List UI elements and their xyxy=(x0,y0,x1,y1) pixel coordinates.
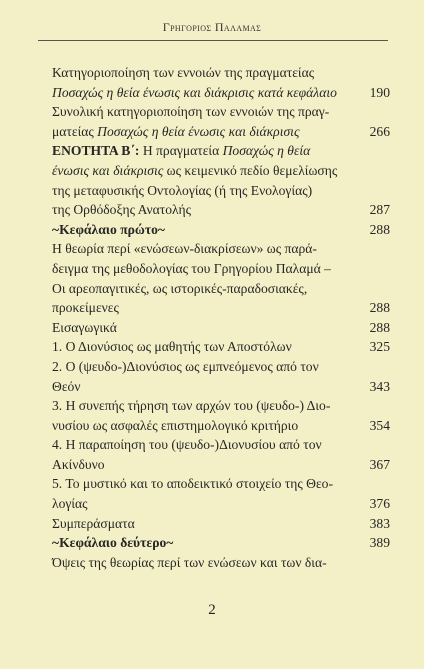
toc-line xyxy=(52,279,390,299)
toc-page-number: 266 xyxy=(369,123,390,139)
toc-line-text: ~Κεφάλαιο δεύτερο~ xyxy=(52,535,174,551)
toc-line-text: προκείμενες xyxy=(52,300,119,316)
toc-line-text: ένωσις και διάκρισις xyxy=(52,162,164,178)
page-number: 2 xyxy=(208,602,216,618)
toc-line-text: λογίας xyxy=(52,496,88,512)
toc-line xyxy=(52,318,390,338)
toc-line xyxy=(52,259,390,279)
toc-line-text: Ποσαχώς η θεία xyxy=(222,143,311,159)
toc-line-text: Ποσαχώς η θεία ένωσις και διάκρισις xyxy=(97,123,300,139)
toc-page-number: 354 xyxy=(369,417,390,433)
toc-page-number: 343 xyxy=(369,378,390,394)
toc-line xyxy=(52,220,390,240)
toc-line xyxy=(52,63,390,83)
toc-line-text: Κατηγοριοποίηση των εννοιών της πραγματείας xyxy=(52,65,315,80)
toc-line-text: Οι αρεοπαγιτικές, ως ιστορικές-παραδοσιακές, xyxy=(52,280,308,296)
toc-line xyxy=(52,514,390,534)
toc-line-text: Όψεις της θεωρίας περί των ενώσεων και των δια- xyxy=(52,554,327,570)
toc-page-number: 325 xyxy=(369,339,390,355)
toc-line-text: Η θεωρία περί «ενώσεων-διακρίσεων» ως παρά- xyxy=(52,241,317,257)
toc-line xyxy=(52,357,390,377)
toc-line xyxy=(52,553,390,573)
toc-line-text: νυσίου ως ασφαλές επιστημολογικό κριτήριο xyxy=(52,417,299,433)
toc-line xyxy=(52,83,390,103)
toc-line-text: της Ορθόδοξης Ανατολής xyxy=(52,202,191,218)
toc-line-text: Συμπεράσματα xyxy=(52,515,135,531)
toc-line-text: ~Κεφάλαιο πρώτο~ xyxy=(52,221,165,237)
toc-line xyxy=(52,122,390,142)
toc-line-text: 5. Το μυστικό και το αποδεικτικό στοιχείο της Θεο- xyxy=(52,476,334,492)
toc-page-number: 376 xyxy=(369,496,390,512)
toc-line xyxy=(52,416,390,436)
toc-line xyxy=(52,494,390,514)
toc-line-text: της μεταφυσικής Οντολογίας (ή της Ενολογίας) xyxy=(52,182,313,198)
toc-line xyxy=(52,298,390,318)
toc-line xyxy=(52,141,390,161)
toc-line-text: Συνολική κατηγοριοποίηση των εννοιών της πραγ- xyxy=(52,104,330,120)
toc-line-text: δειγμα της μεθοδολογίας του Γρηγορίου Παλαμά – xyxy=(52,260,331,276)
toc-line-text: ΕΝΟΤΗΤΑ Β΄: xyxy=(52,143,140,159)
toc-line xyxy=(52,239,390,259)
toc-page-number: 389 xyxy=(369,535,390,551)
toc-page-number: 287 xyxy=(369,202,390,218)
toc-line-text: Ποσαχώς η θεία ένωσις και διάκρισις κατά κεφάλαιο xyxy=(52,84,337,100)
toc-page-number: 383 xyxy=(369,515,390,531)
toc-page-number: 288 xyxy=(369,300,390,316)
toc-line xyxy=(52,533,390,553)
toc-page-number: 367 xyxy=(369,456,390,472)
toc-line-text: 4. Η παραποίηση του (ψευδο-)Διονυσίου από τον xyxy=(52,437,322,453)
toc-line xyxy=(52,200,390,220)
toc-line xyxy=(52,377,390,397)
toc-line-text: 2. Ο (ψευδο-)Διονύσιος ως εμπνεόμενος από τον xyxy=(52,358,319,374)
toc-line-text: ματείας xyxy=(52,123,98,139)
running-head: Γρηγοριος Παλαμας xyxy=(162,20,262,34)
toc-line xyxy=(52,337,390,357)
toc-line xyxy=(52,455,390,475)
toc-line-text: Θεόν xyxy=(52,378,81,394)
toc-line-text: 3. Η συνεπής τήρηση των αρχών του (ψευδο-) Διο- xyxy=(52,398,331,414)
toc-line-text: ως κειμενικό πεδίο θεμελίωσης xyxy=(163,162,338,178)
toc-page-number: 190 xyxy=(369,84,390,100)
header-rule xyxy=(38,40,388,41)
toc-line-text: Η πραγματεία xyxy=(139,143,223,159)
toc-line xyxy=(52,161,390,181)
toc-line-text: Εισαγωγικά xyxy=(52,319,117,335)
toc-line-text: Ακίνδυνο xyxy=(52,456,105,472)
table-of-contents xyxy=(52,63,390,572)
toc-line xyxy=(52,396,390,416)
toc-line xyxy=(52,435,390,455)
toc-line xyxy=(52,474,390,494)
toc-line xyxy=(52,102,390,122)
toc-line xyxy=(52,181,390,201)
toc-page-number: 288 xyxy=(369,221,390,237)
toc-line-text: 1. Ο Διονύσιος ως μαθητής των Αποστόλων xyxy=(52,339,292,355)
toc-page-number: 288 xyxy=(369,319,390,335)
